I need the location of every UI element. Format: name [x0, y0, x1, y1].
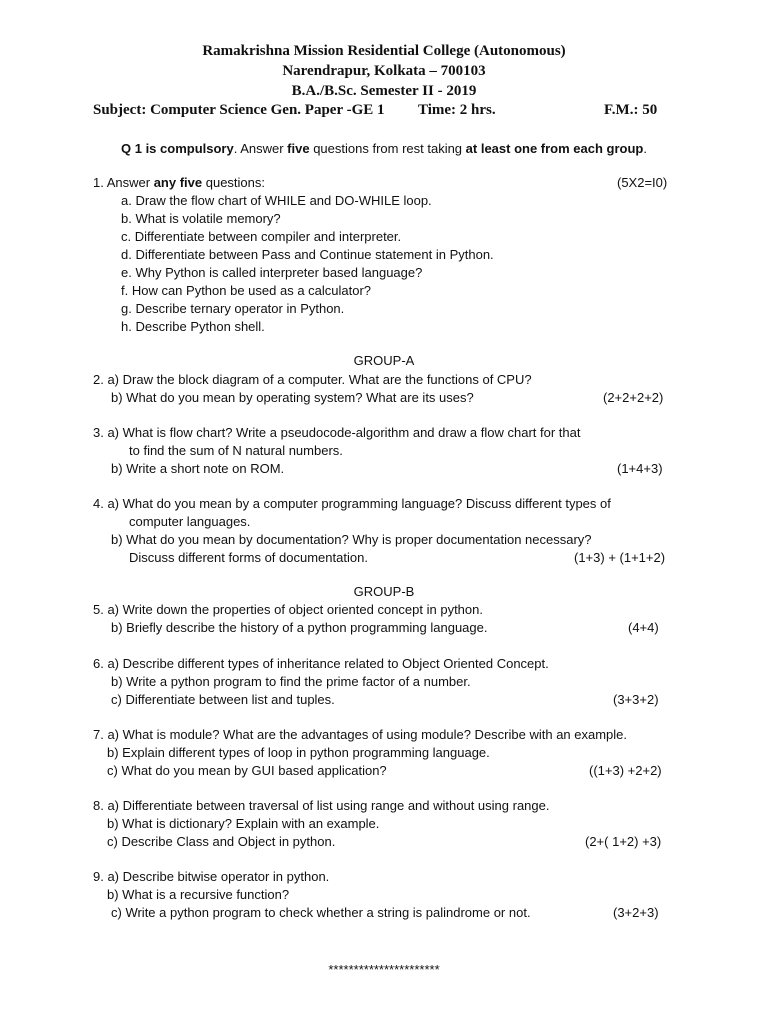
- q8-b: b) What is dictionary? Explain with an example.: [107, 816, 380, 831]
- instruction-text-2: questions from rest taking: [309, 141, 466, 156]
- full-marks: F.M.: 50: [604, 102, 658, 118]
- instruction-bold-1: Q 1 is compulsory: [121, 141, 234, 156]
- q1-item: c. Differentiate between compiler and interpreter.: [121, 229, 402, 244]
- instruction-bold-2: five: [287, 141, 310, 156]
- q4-a: 4. a) What do you mean by a computer programming language? Discuss different types of: [93, 496, 611, 511]
- q8-marks: (2+( 1+2) +3): [585, 834, 662, 849]
- q9-b: b) What is a recursive function?: [107, 887, 290, 902]
- q6-c: c) Differentiate between list and tuples.: [111, 692, 335, 707]
- q1-label-post: questions:: [202, 175, 265, 190]
- q1-item: b. What is volatile memory?: [121, 211, 281, 226]
- q4-marks: (1+3) + (1+1+2): [574, 550, 666, 565]
- q7-marks: ((1+3) +2+2): [589, 763, 662, 778]
- instruction-text-3: .: [643, 141, 647, 156]
- q1-item: f. How can Python be used as a calculator?: [121, 283, 372, 298]
- q1-item: h. Describe Python shell.: [121, 319, 265, 334]
- q9-marks: (3+2+3): [613, 905, 659, 920]
- q1-item: a. Draw the flow chart of WHILE and DO-WHILE loop.: [121, 193, 432, 208]
- q5-b: b) Briefly describe the history of a python programming language.: [111, 620, 488, 635]
- q1-label-bold: any five: [153, 175, 203, 190]
- q1-item: d. Differentiate between Pass and Continue statement in Python.: [121, 247, 494, 262]
- q3-a-cont: to find the sum of N natural numbers.: [129, 443, 343, 458]
- q4-a-cont: computer languages.: [129, 514, 251, 529]
- q5-marks: (4+4): [628, 620, 659, 635]
- college-address: Narendrapur, Kolkata – 700103: [282, 63, 486, 79]
- q4-b: b) What do you mean by documentation? Why is proper documentation necessary?: [111, 532, 592, 547]
- q2-b: b) What do you mean by operating system? What are its uses?: [111, 390, 474, 405]
- q3-a: 3. a) What is flow chart? Write a pseudocode-algorithm and draw a flow chart for that: [93, 425, 581, 440]
- q8-a: 8. a) Differentiate between traversal of list using range and without using range.: [93, 798, 550, 813]
- q1-item: g. Describe ternary operator in Python.: [121, 301, 345, 316]
- instruction-text-1: . Answer: [233, 141, 288, 156]
- group-a-title: GROUP-A: [353, 353, 415, 368]
- q6-marks: (3+3+2): [613, 692, 659, 707]
- q7-b: b) Explain different types of loop in python programming language.: [107, 745, 490, 760]
- q7-c: c) What do you mean by GUI based application?: [107, 763, 387, 778]
- college-name: Ramakrishna Mission Residential College (Autonomous): [202, 43, 566, 59]
- q8-c: c) Describe Class and Object in python.: [107, 834, 336, 849]
- q9-a: 9. a) Describe bitwise operator in python.: [93, 869, 330, 884]
- instruction-bold-3: at least one from each group: [465, 141, 644, 156]
- q5-a: 5. a) Write down the properties of object oriented concept in python.: [93, 602, 483, 617]
- exam-title: B.A./B.Sc. Semester II - 2019: [291, 83, 477, 99]
- q3-b: b) Write a short note on ROM.: [111, 461, 285, 476]
- q1-label-pre: 1. Answer: [93, 175, 154, 190]
- q6-b: b) Write a python program to find the prime factor of a number.: [111, 674, 471, 689]
- q2-marks: (2+2+2+2): [603, 390, 664, 405]
- q4-b-cont: Discuss different forms of documentation.: [129, 550, 368, 565]
- q1-marks: (5X2=I0): [617, 175, 668, 190]
- group-b-title: GROUP-B: [353, 584, 415, 599]
- end-stars: **********************: [328, 962, 440, 977]
- q1-item: e. Why Python is called interpreter based language?: [121, 265, 423, 280]
- q1-label: [93, 175, 265, 190]
- q3-marks: (1+4+3): [617, 461, 663, 476]
- subject-line: Subject: Computer Science Gen. Paper -GE 1: [93, 102, 385, 118]
- q6-a: 6. a) Describe different types of inheritance related to Object Oriented Concept.: [93, 656, 549, 671]
- q9-c: c) Write a python program to check whether a string is palindrome or not.: [111, 905, 531, 920]
- instructions: [0, 141, 768, 156]
- q2-a: 2. a) Draw the block diagram of a computer. What are the functions of CPU?: [93, 372, 532, 387]
- q7-a: 7. a) What is module? What are the advantages of using module? Describe with an example.: [93, 727, 628, 742]
- time-line: Time: 2 hrs.: [418, 102, 496, 118]
